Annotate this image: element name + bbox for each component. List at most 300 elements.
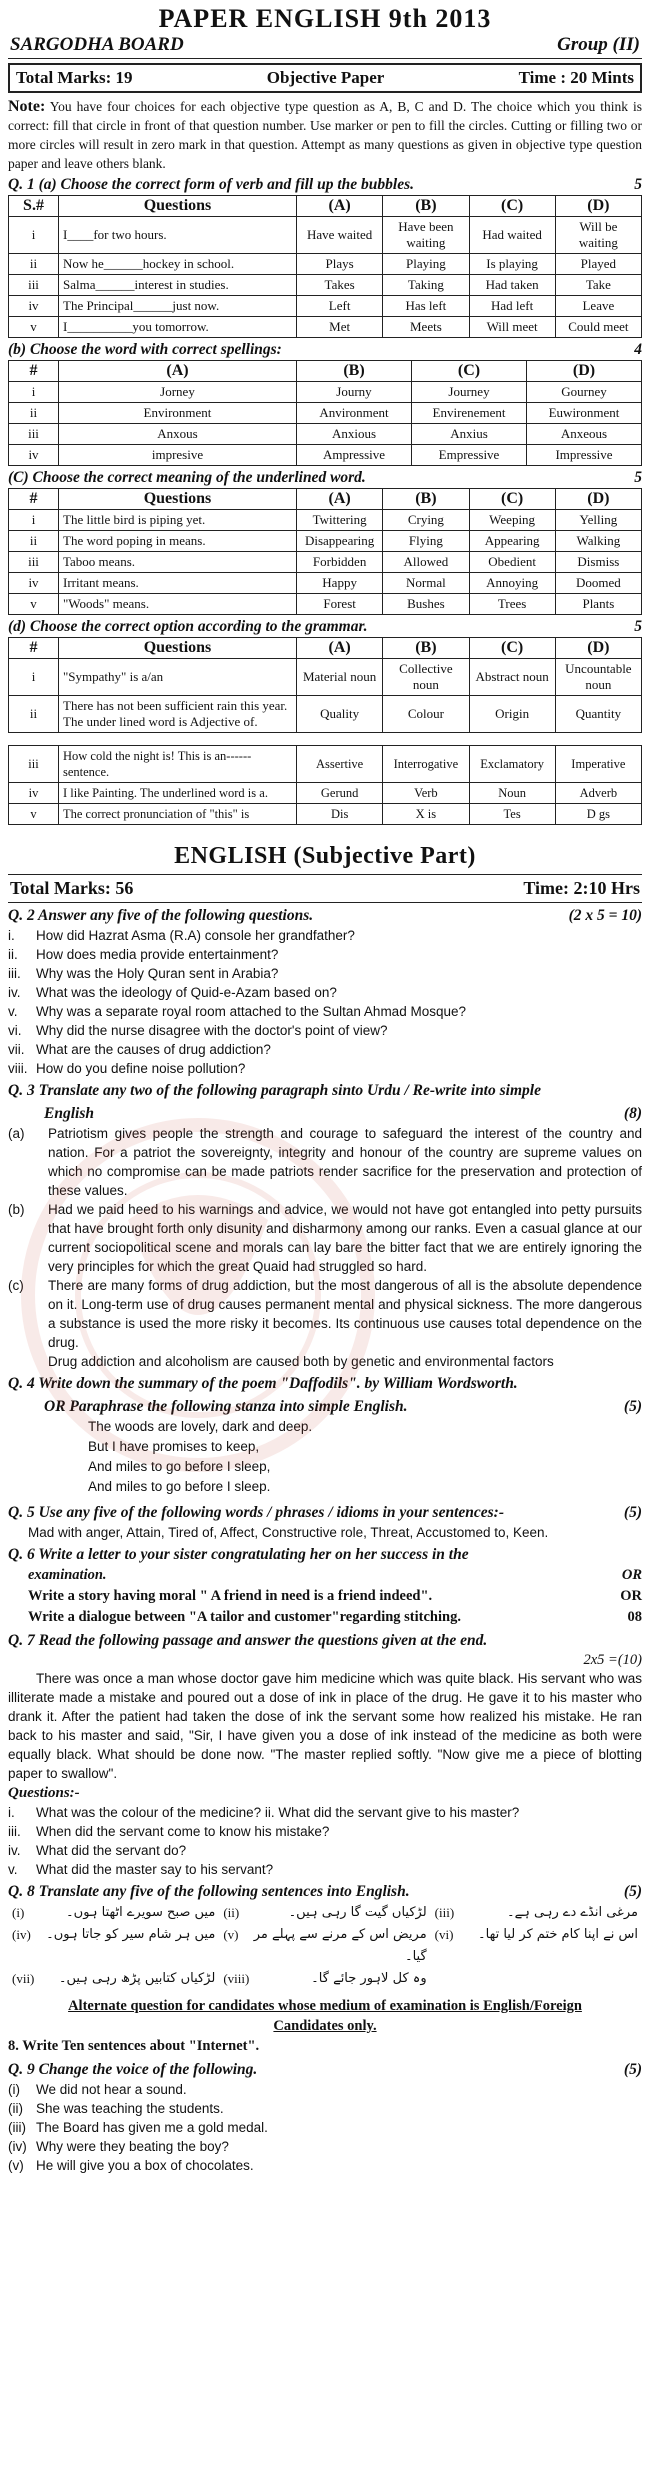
urdu-sentence [219,1902,430,1924]
table-cell: Had left [469,296,555,317]
table-cell: Met [297,317,383,338]
table-row [9,573,642,594]
table-cell: impresive [59,445,297,466]
table-row [9,531,642,552]
sentence-urdu: اس نے اپنا کام ختم کر لیا تھا۔ [478,1927,638,1942]
table-row [9,254,642,275]
q6-title: Q. 6 Write a letter to your sister congratulating her on her success in the [8,1546,469,1563]
item-text: How does media provide entertainment? [36,947,279,962]
poem-line: The woods are lovely, dark and deep. [88,1419,313,1434]
table-cell: Uncountable noun [555,659,641,696]
table-row [9,317,642,338]
table-cell: Takes [297,275,383,296]
paragraph-text: There are many forms of drug addiction, but the most dangerous of all is the absolute dependence on it. Long-term use of drug causes permanent mental and physical sickness. The more dangerous a substance is used the more risky it becomes. Its continuous use causes total dependence on the drug. [48,1278,642,1350]
q5-words: Mad with anger, Attain, Tired of, Affect, Constructive role, Threat, Accustomed to, Keen. [28,1525,549,1540]
item-number: (iii) [8,2120,26,2135]
table-cell: Annoying [469,573,555,594]
q1c-table [8,488,642,615]
table-header-row [9,489,642,510]
table-cell: Playing [383,254,469,275]
group-label: Group (II) [557,34,640,55]
q2-marks: (2 x 5 = 10) [568,907,642,924]
table-cell: Imperative [555,746,641,783]
table-row [9,659,642,696]
instructions-note [8,97,642,173]
q7-questions-label: Questions:- [8,1785,80,1801]
table-row [9,696,642,733]
q7-heading [8,1631,642,1651]
table-cell: Plants [555,594,641,615]
q1c-title: (C) Choose the correct meaning of the underlined word. [8,469,366,486]
column-header: (D) [527,361,642,382]
table-cell: Take [555,275,641,296]
q8-heading [8,1882,642,1902]
q1d-table-continued [8,745,642,825]
q6-dialogue-line [8,1607,642,1628]
table-cell: v [9,804,59,825]
sentence-number: (ii) [223,1905,240,1920]
table-cell: iv [9,445,59,466]
table-cell: Yelling [555,510,641,531]
q3-extra-line: Drug addiction and alcoholism are caused both by genetic and environmental factors [48,1354,554,1369]
q1a-table [8,195,642,338]
alternate-question-note: Alternate question for candidates whose medium of examination is English/Foreign [68,1998,582,2014]
table-header-row [9,638,642,659]
column-header: (A) [297,489,383,510]
q5-marks: (5) [623,1504,642,1521]
subjective-total-marks: Total Marks: 56 [10,878,134,898]
list-item [8,926,642,945]
objective-total-marks: Total Marks: 19 [16,68,133,87]
q6-or-2: OR [620,1588,642,1604]
table-row [9,445,642,466]
item-number: i. [8,928,15,943]
table-cell: Forbidden [297,552,383,573]
column-header: (B) [383,638,469,659]
column-header: (B) [383,196,469,217]
item-number: i. [8,1805,15,1820]
q2-list [8,926,642,1078]
paragraph [8,1276,642,1352]
column-header: (C) [469,489,555,510]
poem-line: And miles to go before I sleep, [88,1459,271,1474]
urdu-sentence [8,1968,219,1990]
table-cell: Anxius [412,424,527,445]
table-cell: iv [9,783,59,804]
table-cell: Gerund [297,783,383,804]
list-item [8,1059,642,1078]
item-number: (ii) [8,2101,23,2116]
q1d-table [8,637,642,733]
table-cell: I__________you tomorrow. [59,317,297,338]
table-cell: The correct pronunciation of "this" is [59,804,297,825]
table-cell: Forest [297,594,383,615]
table-cell: I____for two hours. [59,217,297,254]
paragraph [8,1200,642,1276]
urdu-sentence [431,1968,642,1990]
list-item [8,964,642,983]
table-cell: Colour [383,696,469,733]
column-header: (A) [297,638,383,659]
table-cell: Gourney [527,382,642,403]
item-number: (i) [8,2082,20,2097]
table-cell: Appearing [469,531,555,552]
table-cell: Will meet [469,317,555,338]
table-cell: Dis [297,804,383,825]
item-number: vii. [8,1042,25,1057]
sentence-urdu: وہ کل لاہور جائے گا۔ [311,1971,427,1986]
table-header-row [9,361,642,382]
table-cell: Meets [383,317,469,338]
table-cell: Normal [383,573,469,594]
column-header: (B) [297,361,412,382]
urdu-sentence [219,1924,430,1968]
table-cell: Dismiss [555,552,641,573]
sentence-number: (v) [223,1927,239,1942]
table-cell: iii [9,552,59,573]
q4-heading [8,1374,642,1394]
item-number: viii. [8,1061,28,1076]
column-header: (A) [297,196,383,217]
table-cell: Have waited [297,217,383,254]
item-text: She was teaching the students. [36,2101,224,2116]
q6-story: Write a story having moral " A friend in need is a friend indeed". [28,1588,433,1604]
item-number: (iv) [8,2139,27,2154]
q7-questions [8,1803,642,1879]
sentence-number: (vii) [12,1971,35,1986]
page-title: PAPER ENGLISH 9th 2013 [158,4,492,33]
q1c-marks: 5 [634,469,642,486]
paragraph [8,1124,642,1200]
q8-title: Q. 8 Translate any five of the following sentences into English. [8,1883,410,1900]
q1d-title: (d) Choose the correct option according to the grammar. [8,618,368,635]
q6-or-1: OR [621,1567,642,1583]
table-row [9,783,642,804]
objective-time: Time : 20 Mints [518,68,634,87]
paragraph-text: Had we paid heed to his warnings and advice, we would not have got entangled into petty pursuits that have brought forth only disunity and disharmony among our ranks. Even a casual glance at our current sociopolitical scene and morals can lay bare the bitter fact that we are entirely ignoring the very principles for which the great Quaid had struggled so hard. [48,1202,642,1274]
table-cell: i [9,382,59,403]
q6-title-cont: examination. [28,1567,107,1583]
table-cell: Journey [412,382,527,403]
q4-poem [8,1417,642,1497]
table-row [9,424,642,445]
column-header: (C) [412,361,527,382]
exam-paper [8,0,642,2175]
sentence-urdu: میں صبح سویرے اٹھتا ہوں۔ [66,1905,216,1920]
table-cell: Walking [555,531,641,552]
list-item [8,2118,642,2137]
note-label: Note: [8,98,46,115]
q8-sentences [8,1902,642,1990]
item-number: iv. [8,1843,21,1858]
item-number: iii. [8,966,21,981]
table-cell: iv [9,296,59,317]
poem-line: But I have promises to keep, [88,1439,260,1454]
table-cell: iv [9,573,59,594]
item-text: How do you define noise pollution? [36,1061,246,1076]
q7-passage: There was once a man whose doctor gave him medicine which was quite black. His servant who was illiterate made a mistake and poured out a dose of ink in place of the drug. He gave it to his master who drank it. After the patient had taken the dose of ink the servant some how realized his mistake. He ran back to his master and said, "Sir, I have given you a dose of ink instead of the medicine as both were equally black. What should be done now. "The master replied softly. "Now give me a piece of blotting paper to swallow". [8,1671,642,1781]
table-cell: Plays [297,254,383,275]
objective-marks-bar [8,63,642,93]
table-cell: Environment [59,403,297,424]
table-cell: "Woods" means. [59,594,297,615]
table-cell: Noun [469,783,555,804]
q4-marks: (5) [623,1398,642,1415]
table-cell: Taboo means. [59,552,297,573]
q3-title-cont: English [44,1105,94,1122]
list-item [8,2080,642,2099]
poem-line: And miles to go before I sleep. [88,1479,271,1494]
subjective-title: ENGLISH (Subjective Part) [174,843,476,869]
q1b-title: (b) Choose the word with correct spellings: [8,341,282,358]
column-header: (D) [555,489,641,510]
table-cell: Bushes [383,594,469,615]
table-cell: ii [9,254,59,275]
table-row [9,746,642,783]
q2-title: Q. 2 Answer any five of the following questions. [8,907,314,924]
item-text: He will give you a box of chocolates. [36,2158,254,2173]
table-cell: Had waited [469,217,555,254]
table-cell: The Principal______just now. [59,296,297,317]
column-header: Questions [59,196,297,217]
table-cell: Twittering [297,510,383,531]
q2-heading [8,906,642,926]
q3-marks: (8) [623,1105,642,1122]
q1a-title: Q. 1 (a) Choose the correct form of verb and fill up the bubbles. [8,176,414,193]
list-item [8,945,642,964]
sentence-urdu: مریض اس کے مرنے سے پہلے مر گیا۔ [253,1927,427,1964]
q1b-heading [8,340,642,360]
q3-heading-cont [8,1104,642,1124]
q5-heading [8,1503,642,1523]
q1d-marks: 5 [634,618,642,635]
sentence-number: (iv) [12,1927,31,1942]
paragraph-label: (c) [8,1278,24,1293]
table-cell: Collective noun [383,659,469,696]
column-header: (C) [469,638,555,659]
table-row [9,510,642,531]
q7-marks: 2x5 =(10) [583,1652,642,1668]
q1a-heading [8,175,642,195]
subjective-marks-bar [8,874,642,903]
table-row [9,594,642,615]
urdu-sentence [219,1968,430,1990]
table-cell: ii [9,403,59,424]
q1a-marks: 5 [634,176,642,193]
table-row [9,552,642,573]
table-cell: There has not been sufficient rain this year. The under lined word is Adjective of. [59,696,297,733]
table-cell: Played [555,254,641,275]
table-cell: i [9,510,59,531]
q7-title: Q. 7 Read the following passage and answer the questions given at the end. [8,1632,488,1649]
column-header: (C) [469,196,555,217]
table-cell: iii [9,746,59,783]
q6-marks: 08 [627,1609,642,1625]
item-text: How did Hazrat Asma (R.A) console her grandfather? [36,928,355,943]
table-cell: Empressive [412,445,527,466]
table-cell: Exclamatory [469,746,555,783]
table-cell: Left [297,296,383,317]
table-cell: Abstract noun [469,659,555,696]
column-header: Questions [59,489,297,510]
table-cell: How cold the night is! This is an------sentence. [59,746,297,783]
table-cell: Trees [469,594,555,615]
alternate-question-note-2: Candidates only. [273,2018,377,2034]
q3-title: Q. 3 Translate any two of the following paragraph sinto Urdu / Re-write into simple [8,1082,541,1099]
q9-heading [8,2060,642,2080]
item-number: (v) [8,2158,24,2173]
table-cell: Quantity [555,696,641,733]
table-cell: Happy [297,573,383,594]
sentence-number: (viii) [223,1971,250,1986]
table-cell: Euwironment [527,403,642,424]
q1b-table [8,360,642,466]
item-number: v. [8,1004,18,1019]
q4-or-text: OR Paraphrase the following stanza into simple English. [44,1398,408,1415]
table-cell: I like Painting. The underlined word is a. [59,783,297,804]
table-cell: Taking [383,275,469,296]
q3-paragraphs [8,1124,642,1352]
q1d-heading [8,617,642,637]
sentence-number: (i) [12,1905,25,1920]
list-item [8,1803,642,1822]
table-cell: Anxious [297,424,412,445]
table-cell: Leave [555,296,641,317]
q6-dialogue: Write a dialogue between "A tailor and customer"regarding stitching. [28,1609,461,1625]
sentence-number: (iii) [434,1905,455,1920]
q6-heading-cont [8,1565,642,1586]
list-item [8,983,642,1002]
sentence-urdu: مرغی انڈے دے رہی ہے۔ [507,1905,638,1920]
item-text: What are the causes of drug addiction? [36,1042,271,1057]
q1b-marks: 4 [634,341,642,358]
subjective-time: Time: 2:10 Hrs [523,878,640,898]
table-cell: Doomed [555,573,641,594]
table-cell: Weeping [469,510,555,531]
table-cell: Anxous [59,424,297,445]
table-cell: Irritant means. [59,573,297,594]
table-cell: Assertive [297,746,383,783]
table-cell: D gs [555,804,641,825]
item-number: iii. [8,1824,21,1839]
list-item [8,1822,642,1841]
objective-paper-label: Objective Paper [266,68,385,87]
item-number: iv. [8,985,21,1000]
table-cell: Will be waiting [555,217,641,254]
item-text: We did not hear a sound. [36,2082,187,2097]
table-cell: Quality [297,696,383,733]
column-header: # [9,638,59,659]
q5-title: Q. 5 Use any five of the following words / phrases / idioms in your sentences:- [8,1504,505,1521]
table-row [9,403,642,424]
table-cell: The little bird is piping yet. [59,510,297,531]
column-header: # [9,361,59,382]
table-cell: Could meet [555,317,641,338]
note-text: You have four choices for each objective type question as A, B, C and D. The choice which you think is correct: fill that circle in front of that question number. Use marker or pen to fill the circles. Cutting or filling two or more circles will result in zero mark in that question. Attempt as many questions as given in objective type question paper and leave others blank. [8,99,642,171]
board-line [8,34,642,59]
table-cell: Allowed [383,552,469,573]
q6-story-line [8,1586,642,1607]
table-cell: Verb [383,783,469,804]
table-cell: Jorney [59,382,297,403]
list-item [8,1860,642,1879]
item-number: ii. [8,947,18,962]
table-cell: ii [9,696,59,733]
table-cell: Has left [383,296,469,317]
paragraph-label: (a) [8,1126,25,1141]
urdu-sentence [8,1902,219,1924]
sentence-urdu: میں ہر شام سیر کو جاتا ہوں۔ [46,1927,216,1942]
q4-title: Q. 4 Write down the summary of the poem "Daffodils". by William Wordsworth. [8,1375,518,1392]
table-cell: Salma______interest in studies. [59,275,297,296]
table-cell: Is playing [469,254,555,275]
list-item [8,1002,642,1021]
table-cell: Anvironment [297,403,412,424]
item-text: Why were they beating the boy? [36,2139,229,2154]
table-cell: Had taken [469,275,555,296]
q4-or-line [8,1397,642,1417]
table-cell: Material noun [297,659,383,696]
column-header: (D) [555,196,641,217]
table-cell: i [9,659,59,696]
table-cell: Have been waiting [383,217,469,254]
table-row [9,382,642,403]
urdu-sentence [431,1902,642,1924]
table-cell: "Sympathy" is a/an [59,659,297,696]
table-cell: Impressive [527,445,642,466]
item-text: Why did the nurse disagree with the doctor's point of view? [36,1023,388,1038]
table-cell: X is [383,804,469,825]
table-cell: Origin [469,696,555,733]
table-cell: ii [9,531,59,552]
column-header: (D) [555,638,641,659]
list-item [8,2137,642,2156]
table-cell: Envirenement [412,403,527,424]
list-item [8,2156,642,2175]
list-item [8,1841,642,1860]
table-cell: v [9,317,59,338]
q9-title: Q. 9 Change the voice of the following. [8,2061,258,2078]
list-item [8,1040,642,1059]
item-number: v. [8,1862,18,1877]
item-text: What did the servant do? [36,1843,187,1858]
table-cell: Now he______hockey in school. [59,254,297,275]
list-item [8,2099,642,2118]
urdu-sentence [431,1924,642,1968]
q9-list [8,2080,642,2175]
table-cell: Adverb [555,783,641,804]
table-cell: Interrogative [383,746,469,783]
table-cell: Crying [383,510,469,531]
table-row [9,804,642,825]
alternate-question-item: 8. Write Ten sentences about "Internet". [8,2038,260,2054]
table-row [9,296,642,317]
table-cell: Ampressive [297,445,412,466]
sentence-urdu: لڑکیاں گیت گا رہی ہیں۔ [288,1905,427,1920]
q6-heading [8,1545,642,1565]
q3-heading [8,1081,642,1101]
q8-marks: (5) [623,1883,642,1900]
item-text: When did the servant come to know his mistake? [36,1824,330,1839]
table-cell: Disappearing [297,531,383,552]
sentence-number: (vi) [434,1927,454,1942]
column-header: S.# [9,196,59,217]
table-cell: v [9,594,59,615]
table-cell: iii [9,275,59,296]
item-text: What was the ideology of Quid-e-Azam based on? [36,985,337,1000]
q1c-heading [8,468,642,488]
q9-marks: (5) [623,2061,642,2078]
